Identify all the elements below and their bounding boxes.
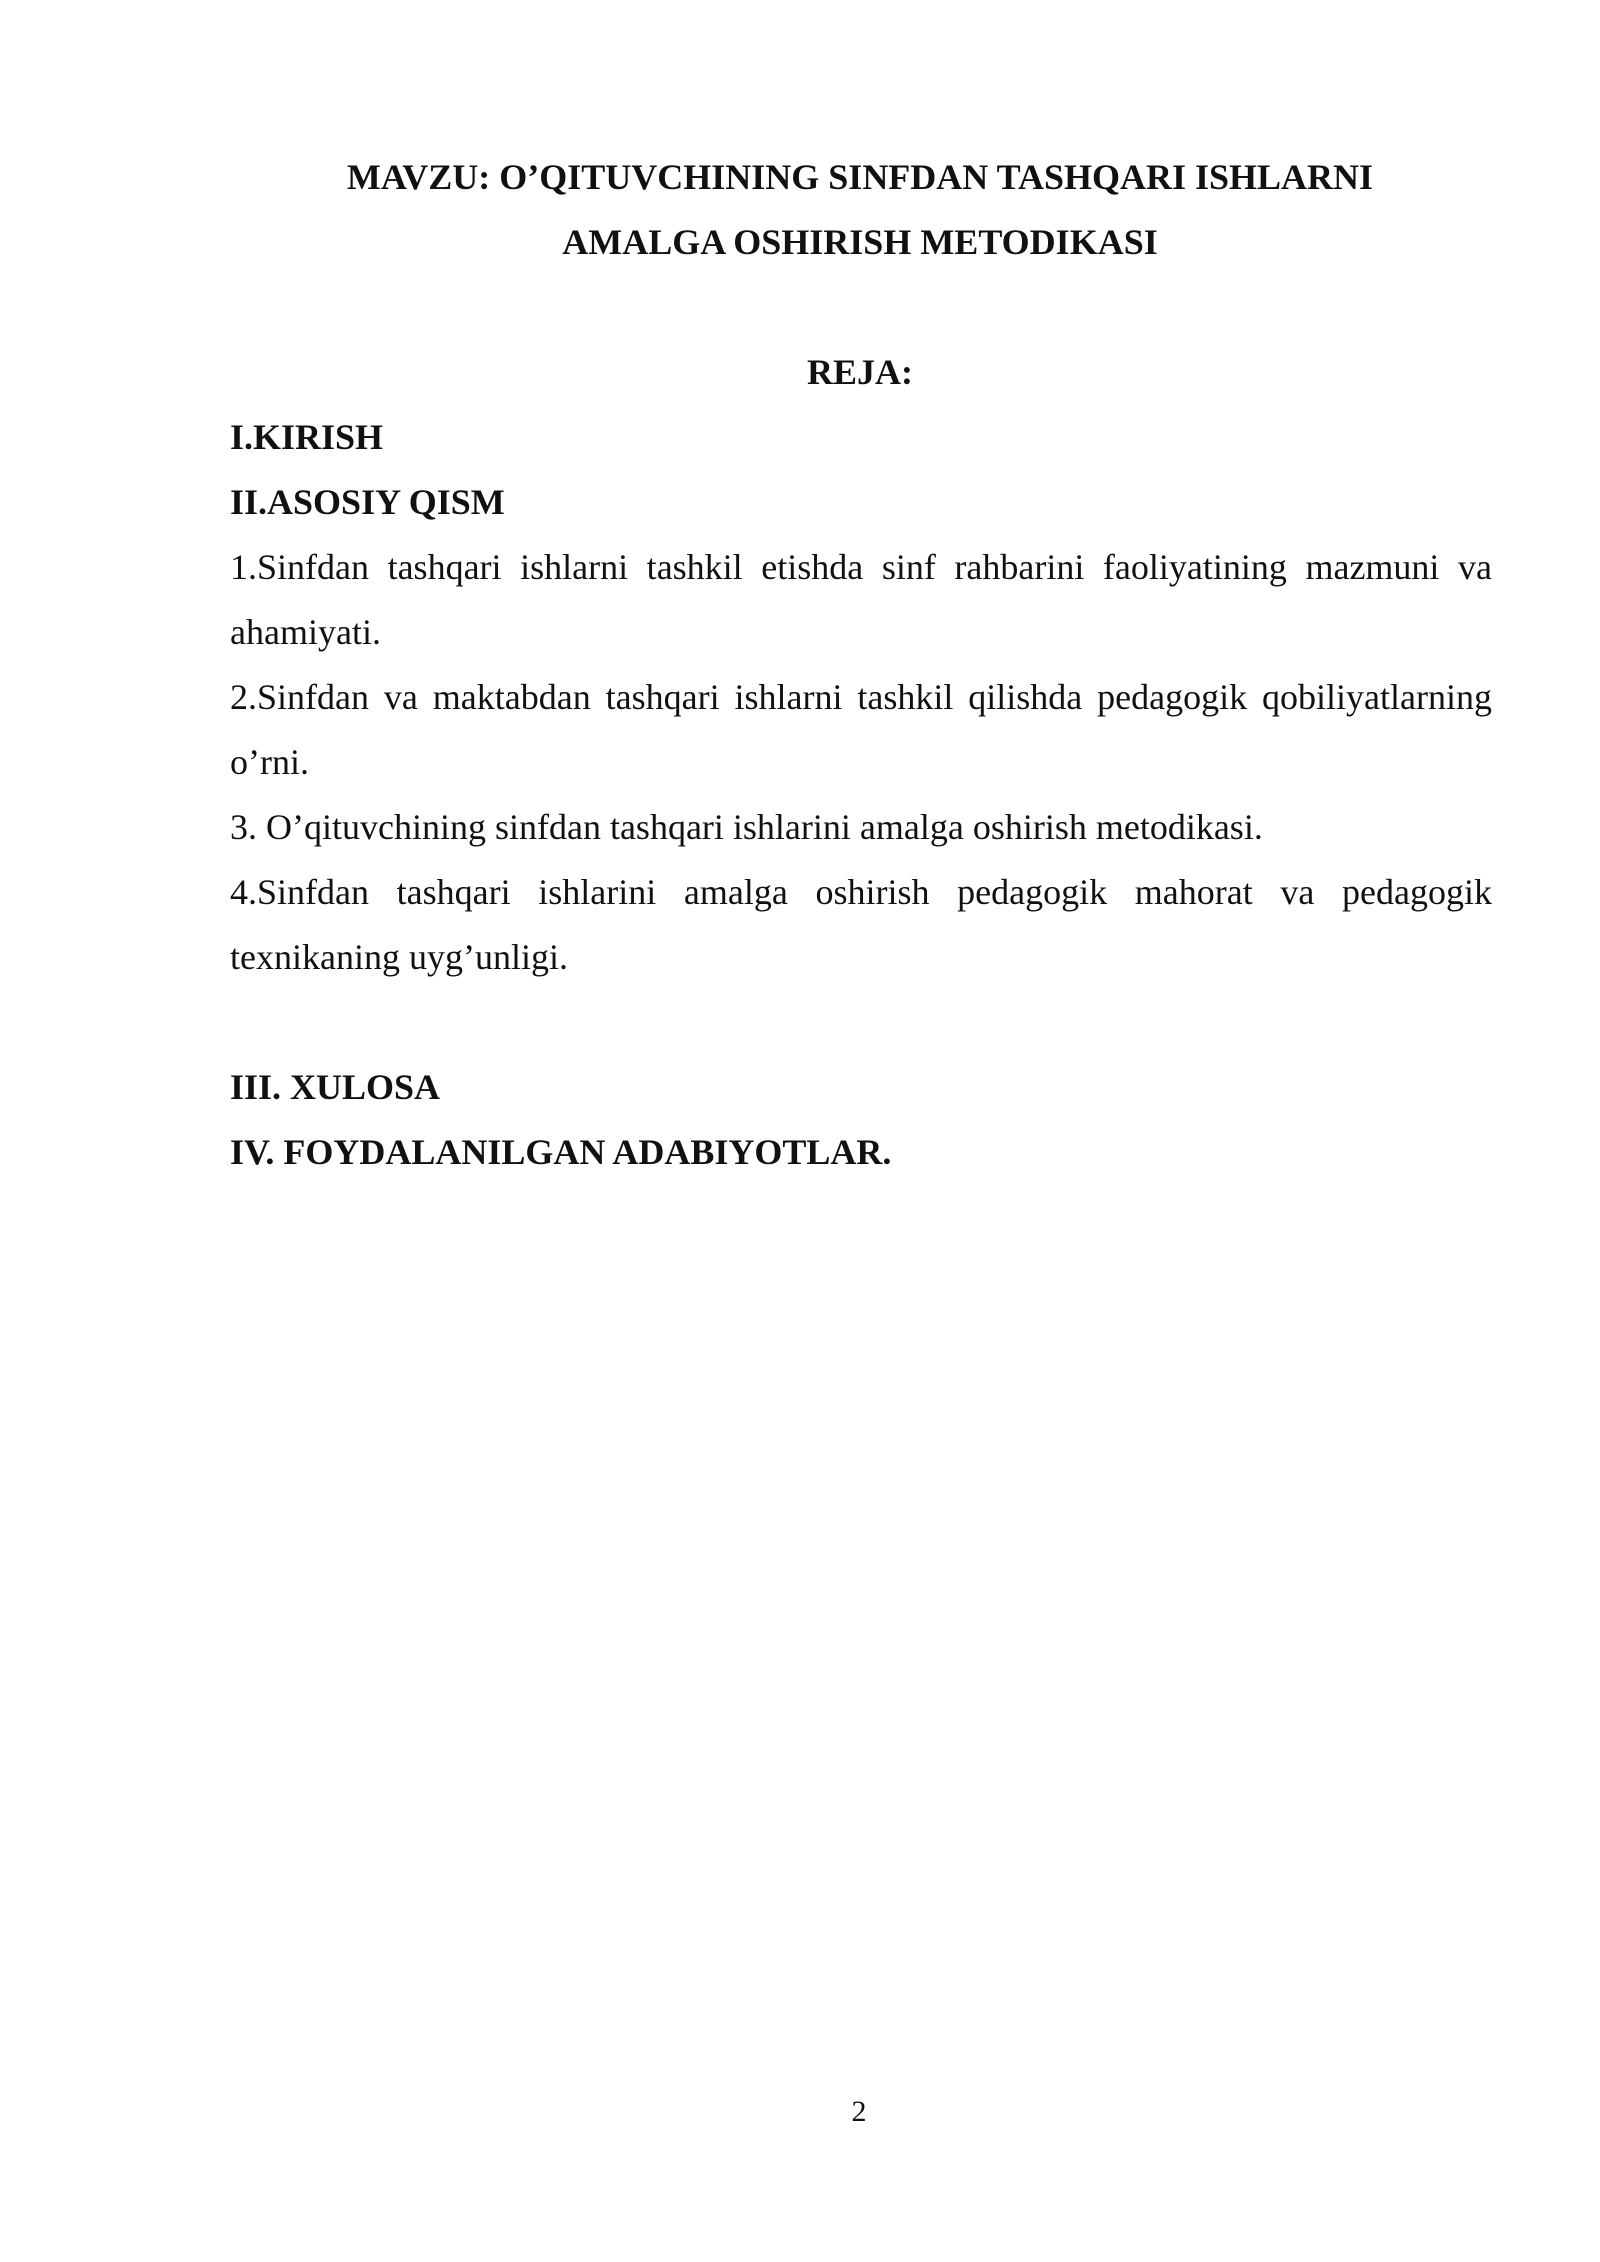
section-conclusion: III. XULOSA — [230, 1067, 441, 1107]
document-title — [230, 145, 1490, 275]
plan-item-1: 1.Sinfdan tashqari ishlarni tashkil etishda sinf rahbarini faoliyatining mazmuni va ahamiyati. — [230, 547, 1492, 652]
section-references: IV. FOYDALANILGAN ADABIYOTLAR. — [230, 1132, 892, 1172]
section-main: II.ASOSIY QISM — [230, 482, 505, 522]
blank-line — [230, 990, 1492, 1055]
plan-heading: REJA: — [807, 352, 913, 392]
plan-outline — [230, 405, 1492, 1185]
plan-item-4: 4.Sinfdan tashqari ishlarini amalga oshirish pedagogik mahorat va pedagogik texnikaning uyg’unligi. — [230, 872, 1492, 977]
title-line-2: AMALGA OSHIRISH METODIKASI — [562, 222, 1158, 262]
page-number: 2 — [851, 2095, 867, 2128]
plan-item-2: 2.Sinfdan va maktabdan tashqari ishlarni tashkil qilishda pedagogik qobiliyatlarning o’rni. — [230, 677, 1492, 782]
title-line-1: MAVZU: O’QITUVCHINING SINFDAN TASHQARI ISHLARNI — [346, 157, 1374, 197]
plan-item-3: 3. O’qituvchining sinfdan tashqari ishlarini amalga oshirish metodikasi. — [230, 807, 1263, 847]
section-intro: I.KIRISH — [230, 417, 384, 457]
